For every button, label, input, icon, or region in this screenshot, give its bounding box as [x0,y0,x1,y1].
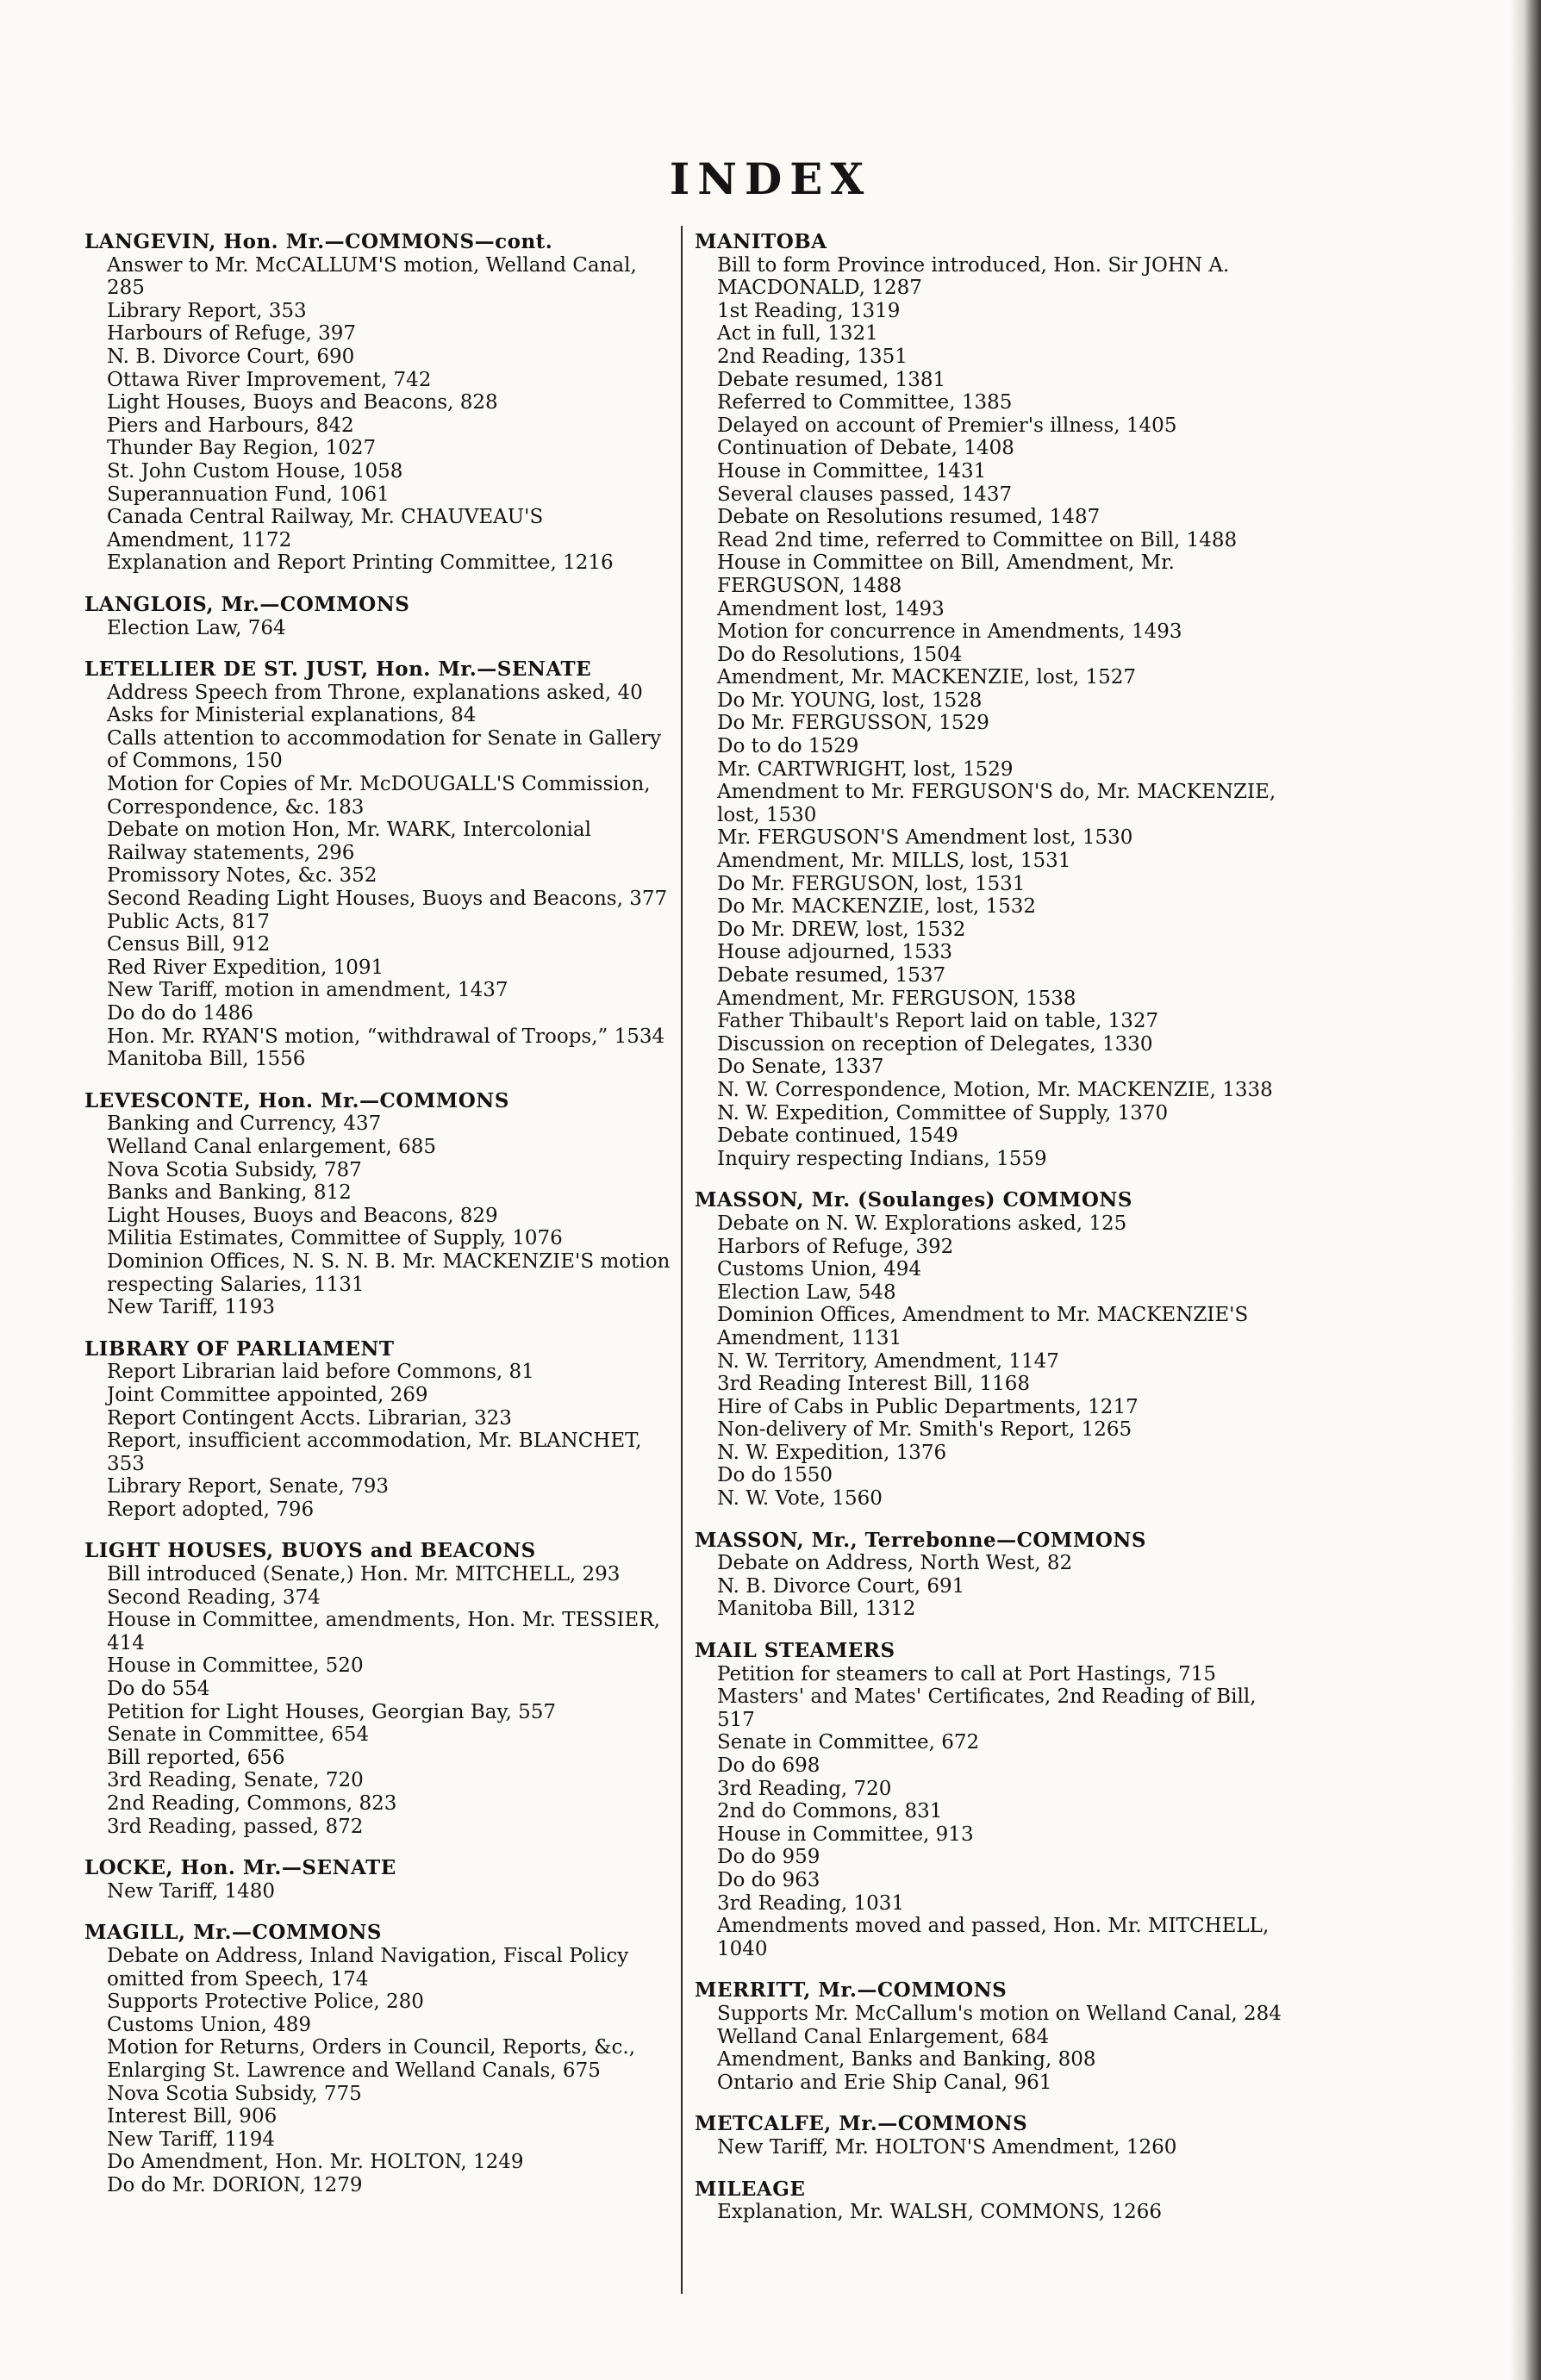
entry-heading: MASSON, Mr. (Soulanges) COMMONS [695,1188,1133,1212]
entry-heading: LANGLOIS, Mr.—COMMONS [84,592,410,616]
entry-line: Do do 698 [717,1754,820,1777]
index-entry [84,1540,671,1838]
index-entry [84,1922,671,2196]
entry-line: Continuation of Debate, 1408 [717,437,1014,460]
entry-line: Do Mr. FERGUSSON, 1529 [717,712,989,735]
entry-line: Debate resumed, 1381 [717,368,946,391]
entry-line: 2nd Reading, Commons, 823 [107,1792,397,1815]
entry-line: Debate on Address, Inland Navigation, Fiscal Policy omitted from Speech, 174 [107,1944,629,1991]
entry-line: Do do 554 [107,1678,210,1701]
entry-line: Amendment to Mr. FERGUSON'S do, Mr. MACKENZIE, lost, 1530 [717,781,1276,826]
entry-line: Several clauses passed, 1437 [717,483,1013,506]
index-entry [695,1530,1289,1621]
entry-heading: LEVESCONTE, Hon. Mr.—COMMONS [84,1088,509,1112]
entry-line: Do do 1550 [717,1464,833,1487]
entry-line: Petition for Light Houses, Georgian Bay, 557 [107,1700,556,1723]
entry-line: Masters' and Mates' Certificates, 2nd Reading of Bill, 517 [717,1685,1257,1731]
entry-line: Second Reading, 374 [107,1586,321,1609]
entry-line: Amendments moved and passed, Hon. Mr. MITCHELL, 1040 [717,1915,1270,1960]
entry-line: Canada Central Railway, Mr. CHAUVEAU'S Amendment, 1172 [107,506,544,551]
entry-line: House in Committee, 520 [107,1654,364,1678]
entry-line: Debate on Address, North West, 82 [717,1552,1073,1575]
entry-line: Do Mr. YOUNG, lost, 1528 [717,688,983,712]
entry-line: New Tariff, motion in amendment, 1437 [107,979,508,1002]
entry-line: Dominion Offices, N. S. N. B. Mr. MACKENZIE'S motion respecting Salaries, 1131 [107,1249,671,1296]
entry-line: Debate resumed, 1537 [717,964,946,987]
entry-heading: LIBRARY OF PARLIAMENT [84,1336,395,1361]
entry-line: Address Speech from Throne, explanations asked, 40 [107,681,643,704]
entry-line: Mr. FERGUSON'S Amendment lost, 1530 [717,826,1133,850]
entry-line: 3rd Reading Interest Bill, 1168 [717,1373,1031,1396]
page-title: INDEX [669,153,872,204]
entry-line: Senate in Committee, 672 [717,1731,980,1754]
entry-line: New Tariff, Mr. HOLTON'S Amendment, 1260 [717,2135,1177,2159]
entry-line: Debate continued, 1549 [717,1125,958,1148]
index-entry [84,658,671,1071]
entry-heading: MERRITT, Mr.—COMMONS [695,1978,1008,2003]
entry-line: Calls attention to accommodation for Senate in Gallery of Commons, 150 [107,726,662,773]
entry-line: Do Mr. MACKENZIE, lost, 1532 [717,895,1036,919]
entry-line: Amendment lost, 1493 [717,597,945,620]
entry-line: Do Mr. FERGUSON, lost, 1531 [717,872,1026,895]
entry-line: Report adopted, 796 [107,1498,315,1521]
entry-line: Do Mr. DREW, lost, 1532 [717,918,966,941]
entry-line: Report, insufficient accommodation, Mr. BLANCHET, 353 [107,1430,642,1475]
entry-heading: MANITOBA [695,230,827,253]
entry-line: N. W. Expedition, 1376 [717,1441,947,1464]
entry-line: Debate on Resolutions resumed, 1487 [717,506,1101,529]
entry-line: N. W. Vote, 1560 [717,1487,883,1511]
entry-heading: MILEAGE [695,2177,806,2201]
entry-line: Report Librarian laid before Commons, 81 [107,1361,534,1384]
entry-line: Supports Mr. McCallum's motion on Welland Canal, 284 [717,2002,1282,2025]
entry-line: N. B. Divorce Court, 691 [717,1574,965,1598]
entry-line: Motion for Returns, Orders in Council, Reports, &c., Enlarging St. Lawrence and Welland Canals, 675 [107,2036,636,2082]
entry-line: Do do do 1486 [107,1002,253,1025]
index-column-left [84,231,671,2216]
entry-line: Father Thibault's Report laid on table, 1327 [717,1010,1159,1033]
entry-line: Motion for Copies of Mr. McDOUGALL'S Commission, Correspondence, &c. 183 [107,773,651,819]
entry-line: Dominion Offices, Amendment to Mr. MACKENZIE'S Amendment, 1131 [717,1304,1249,1349]
entry-line: Thunder Bay Region, 1027 [107,437,377,460]
entry-line: Answer to Mr. McCALLUM'S motion, Welland Canal, 285 [107,253,637,300]
entry-line: 3rd Reading, Senate, 720 [107,1769,364,1792]
entry-line: Delayed on account of Premier's illness, 1405 [717,414,1177,437]
entry-line: Census Bill, 912 [107,933,271,956]
entry-line: N. W. Territory, Amendment, 1147 [717,1349,1059,1373]
entry-line: Customs Union, 489 [107,2013,311,2036]
entry-line: Do do Mr. DORION, 1279 [107,2173,363,2196]
entry-line: House in Committee on Bill, Amendment, Mr. FERGUSON, 1488 [717,551,1175,597]
entry-heading: METCALFE, Mr.—COMMONS [695,2112,1028,2136]
index-column-right [695,231,1289,2243]
entry-heading: MAIL STEAMERS [695,1639,895,1663]
entry-line: Public Acts, 817 [107,910,270,933]
entry-line: N. B. Divorce Court, 690 [107,345,355,368]
page-edge-shadow [1510,0,1541,2380]
entry-line: Do to do 1529 [717,735,859,758]
entry-line: Amendment, Mr. MACKENZIE, lost, 1527 [717,666,1137,689]
entry-line: Library Report, Senate, 793 [107,1475,389,1498]
entry-line: Asks for Ministerial explanations, 84 [107,704,477,727]
index-entry [84,594,671,639]
entry-line: Manitoba Bill, 1312 [717,1598,916,1621]
index-entry [84,231,671,575]
entry-line: Interest Bill, 906 [107,2105,278,2128]
entry-line: N. W. Correspondence, Motion, Mr. MACKENZIE, 1338 [717,1078,1273,1101]
entry-line: New Tariff, 1193 [107,1296,276,1319]
entry-line: 2nd Reading, 1351 [717,345,908,368]
entry-line: Light Houses, Buoys and Beacons, 829 [107,1204,498,1227]
entry-line: Ontario and Erie Ship Canal, 961 [717,2071,1052,2094]
index-entry [695,231,1289,1170]
entry-line: Promissory Notes, &c. 352 [107,864,377,888]
entry-line: Non-delivery of Mr. Smith's Report, 1265 [717,1418,1132,1442]
entry-line: House adjourned, 1533 [717,941,952,964]
entry-line: Do Senate, 1337 [717,1056,884,1079]
entry-line: Petition for steamers to call at Port Hastings, 715 [717,1662,1217,1685]
index-entry [695,2178,1289,2224]
entry-line: Customs Union, 494 [717,1258,921,1281]
entry-line: Discussion on reception of Delegates, 1330 [717,1032,1153,1056]
entry-line: Hire of Cabs in Public Departments, 1217 [717,1395,1139,1418]
entry-line: Senate in Committee, 654 [107,1723,370,1747]
entry-line: Library Report, 353 [107,299,307,322]
entry-line: Red River Expedition, 1091 [107,956,384,979]
entry-line: Militia Estimates, Committee of Supply, 1076 [107,1227,563,1250]
entry-line: House in Committee, 1431 [717,459,987,483]
entry-line: Explanation, Mr. WALSH, COMMONS, 1266 [717,2201,1163,2224]
index-entry [695,1640,1289,1960]
entry-heading: LETELLIER DE ST. JUST, Hon. Mr.—SENATE [84,657,592,682]
entry-line: Light Houses, Buoys and Beacons, 828 [107,391,498,414]
entry-line: Read 2nd time, referred to Committee on Bill, 1488 [717,528,1238,551]
entry-line: Manitoba Bill, 1556 [107,1048,306,1071]
entry-line: 2nd do Commons, 831 [717,1800,943,1823]
index-entry [84,1338,671,1522]
entry-line: Amendment, Mr. FERGUSON, 1538 [717,987,1076,1010]
entry-line: Ottawa River Improvement, 742 [107,368,432,391]
index-entry [695,1979,1289,2094]
column-divider [681,226,683,2294]
entry-line: Do Amendment, Hon. Mr. HOLTON, 1249 [107,2151,524,2174]
entry-line: 3rd Reading, 720 [717,1777,892,1800]
index-entry [84,1857,671,1903]
entry-heading: MASSON, Mr., Terrebonne—COMMONS [695,1528,1147,1552]
index-entry [695,2113,1289,2159]
entry-line: Mr. CARTWRIGHT, lost, 1529 [717,757,1014,781]
entry-heading: MAGILL, Mr.—COMMONS [84,1921,382,1945]
entry-line: Bill introduced (Senate,) Hon. Mr. MITCHELL, 293 [107,1563,621,1586]
entry-line: New Tariff, 1480 [107,1879,276,1903]
entry-line: Bill reported, 656 [107,1746,285,1769]
entry-line: Supports Protective Police, 280 [107,1991,424,2014]
entry-line: Election Law, 764 [107,616,286,639]
entry-line: Election Law, 548 [717,1280,896,1304]
entry-line: 3rd Reading, 1031 [717,1891,905,1915]
entry-line: Referred to Committee, 1385 [717,391,1013,414]
index-entry [695,1189,1289,1510]
entry-line: St. John Custom House, 1058 [107,459,403,483]
entry-line: House in Committee, amendments, Hon. Mr. TESSIER, 414 [107,1609,660,1654]
entry-line: Piers and Harbours, 842 [107,414,354,437]
entry-line: Motion for concurrence in Amendments, 1493 [717,620,1182,644]
entry-line: Do do 963 [717,1868,820,1891]
entry-heading: LIGHT HOUSES, BUOYS and BEACONS [84,1539,536,1563]
entry-line: Act in full, 1321 [717,322,878,346]
entry-line: Debate on motion Hon, Mr. WARK, Intercolonial Railway statements, 296 [107,819,591,864]
entry-line: N. W. Expedition, Committee of Supply, 1370 [717,1101,1169,1125]
entry-line: Superannuation Fund, 1061 [107,483,390,506]
entry-line: Explanation and Report Printing Committee, 1216 [107,551,614,575]
entry-line: New Tariff, 1194 [107,2128,276,2151]
entry-line: Debate on N. W. Explorations asked, 125 [717,1212,1127,1235]
entry-line: Welland Canal enlargement, 685 [107,1135,436,1158]
entry-line: Inquiry respecting Indians, 1559 [717,1147,1047,1170]
entry-line: Amendment, Banks and Banking, 808 [717,2048,1096,2072]
entry-line: Welland Canal Enlargement, 684 [717,2025,1050,2048]
entry-line: Banks and Banking, 812 [107,1181,352,1205]
entry-line: Hon. Mr. RYAN'S motion, “withdrawal of Troops,” 1534 [107,1025,665,1048]
entry-line: Do do 959 [717,1846,820,1869]
entry-heading: LANGEVIN, Hon. Mr.—COMMONS—cont. [84,230,553,253]
entry-line: Do do Resolutions, 1504 [717,643,963,666]
entry-line: House in Committee, 913 [717,1822,974,1846]
entry-line: Joint Committee appointed, 269 [107,1383,428,1406]
index-entry [84,1090,671,1319]
entry-heading: LOCKE, Hon. Mr.—SENATE [84,1856,396,1880]
entry-line: Amendment, Mr. MILLS, lost, 1531 [717,850,1071,873]
entry-line: Harbors of Refuge, 392 [717,1235,954,1258]
entry-line: Nova Scotia Subsidy, 787 [107,1158,362,1181]
entry-line: Second Reading Light Houses, Buoys and Beacons, 377 [107,888,668,911]
entry-line: Banking and Currency, 437 [107,1112,382,1136]
entry-line: Bill to form Province introduced, Hon. Sir JOHN A. MACDONALD, 1287 [717,253,1230,300]
entry-line: 3rd Reading, passed, 872 [107,1815,364,1838]
entry-line: Report Contingent Accts. Librarian, 323 [107,1406,512,1430]
entry-line: Nova Scotia Subsidy, 775 [107,2082,362,2105]
entry-line: Harbours of Refuge, 397 [107,322,357,346]
entry-line: 1st Reading, 1319 [717,299,901,322]
